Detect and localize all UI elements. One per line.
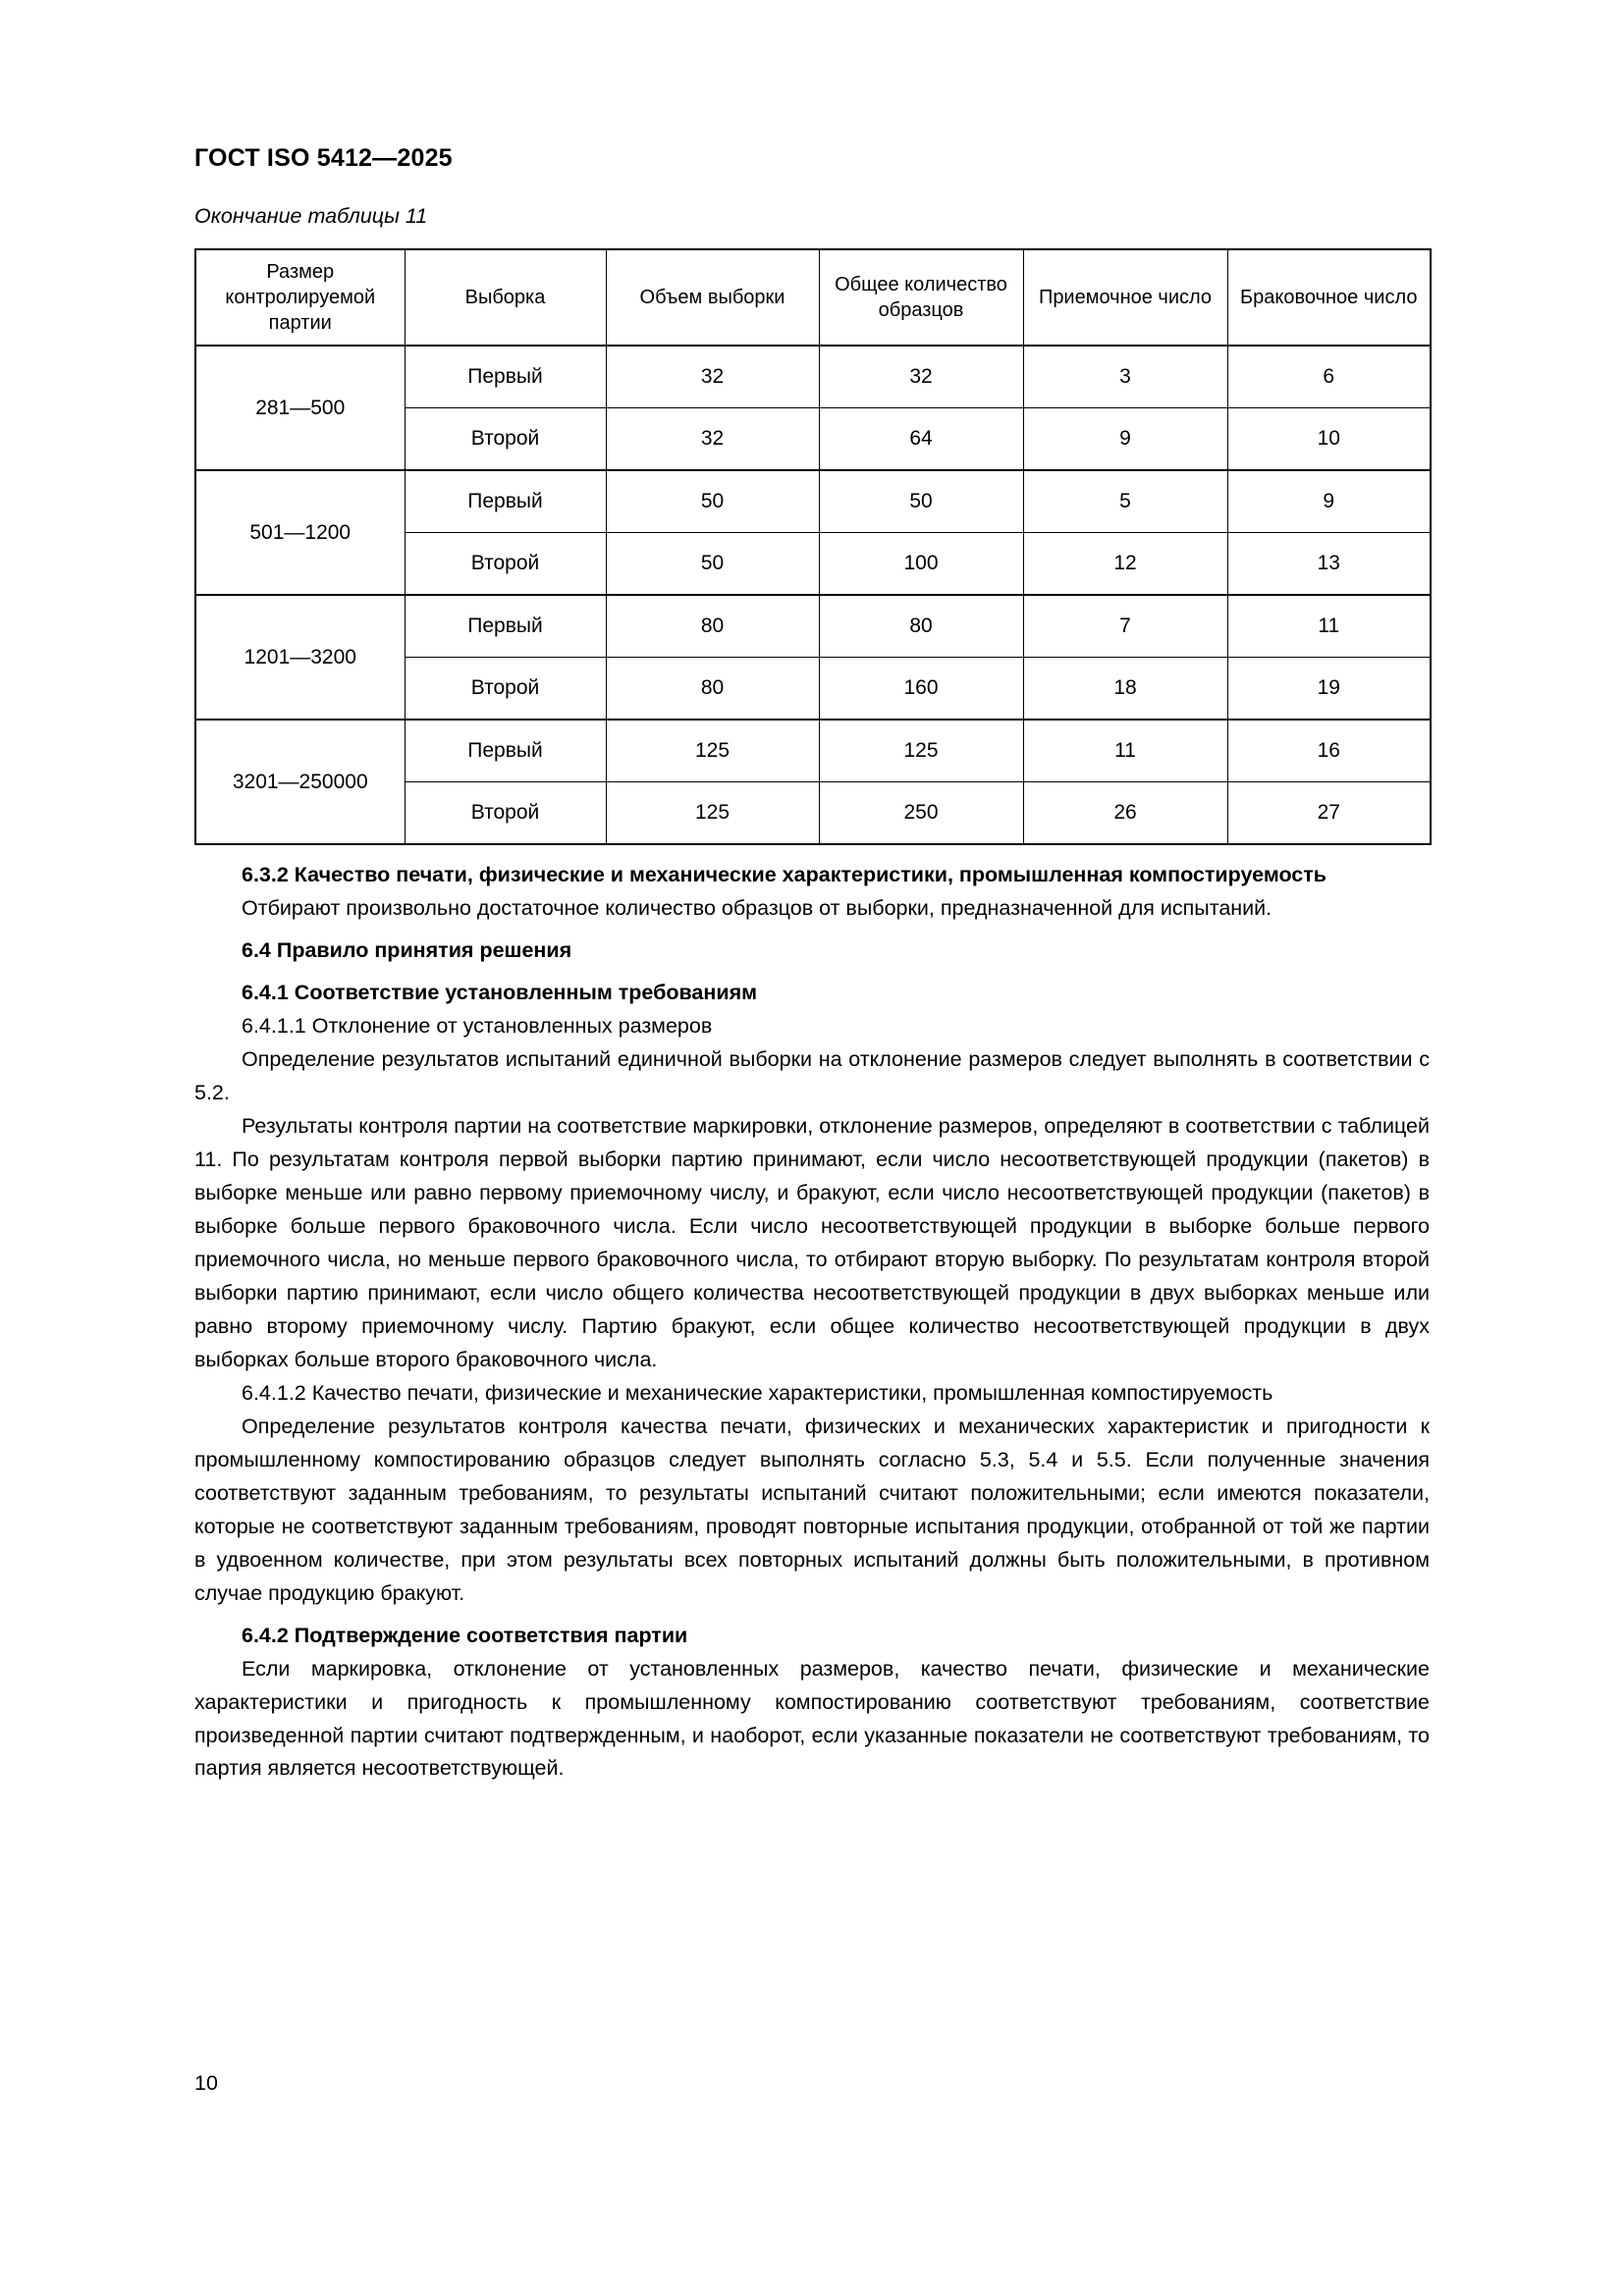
cell-sample: Второй (405, 658, 606, 721)
cell-sample: Второй (405, 782, 606, 845)
cell-sample: Первый (405, 595, 606, 658)
table-row (195, 470, 1431, 533)
cell-reject-number: 27 (1227, 782, 1431, 845)
cell-accept-number: 3 (1023, 346, 1227, 408)
table-row (195, 720, 1431, 782)
heading-6-4-1-1: 6.4.1.1 Отклонение от установленных размеров (242, 1014, 713, 1039)
cell-sample-volume: 80 (606, 658, 819, 721)
cell-total-samples: 80 (819, 595, 1023, 658)
column-header-sample-volume: Объем выборки (606, 249, 819, 346)
cell-sample-volume: 50 (606, 533, 819, 596)
cell-total-samples: 160 (819, 658, 1023, 721)
cell-sample-volume: 125 (606, 782, 819, 845)
table-caption: Окончание таблицы 11 (194, 203, 428, 228)
column-header-lot-size: Размер контролируемой партии (195, 249, 405, 346)
table-body (195, 346, 1431, 844)
paragraph-6-3-2: Отбирают произвольно достаточное количество образцов от выборки, предназначенной для испытаний. (242, 896, 1272, 921)
cell-total-samples: 50 (819, 470, 1023, 533)
cell-sample: Первый (405, 346, 606, 408)
cell-lot-size: 281—500 (195, 346, 405, 470)
cell-reject-number: 10 (1227, 408, 1431, 471)
cell-accept-number: 7 (1023, 595, 1227, 658)
cell-total-samples: 100 (819, 533, 1023, 596)
cell-sample-volume: 32 (606, 346, 819, 408)
cell-total-samples: 250 (819, 782, 1023, 845)
cell-total-samples: 64 (819, 408, 1023, 471)
paragraph-6-4-1-1-a: Определение результатов испытаний единичной выборки на отклонение размеров следует выполнять в соответствии с 5.2. (194, 1047, 1430, 1105)
cell-reject-number: 19 (1227, 658, 1431, 721)
paragraph-6-4-1-1-b: Результаты контроля партии на соответствие маркировки, отклонение размеров, определяют в соответствии с таблицей 11. По результатам контроля первой выборки партию принимают, если число несоответствующей продукции (пакетов) в выборке меньше или равно первому приемочному числу, и бракуют, если число несоответствующей продукции (пакетов) в выборке больше первого браковочного числа. Если число несоответствующей продукции в выборке больше первого приемочного числа, но меньше первого браковочного числа, то отбирают вторую выборку. По результатам контроля второй выборки партию принимают, если число общего количества несоответствующей продукции в двух выборках меньше или равно второму приемочному числу. Партию бракуют, если общее количество несоответствующей продукции в двух выборках больше второго браковочного числа. (194, 1114, 1430, 1371)
heading-6-4: 6.4 Правило принятия решения (242, 938, 572, 963)
table-header-row (195, 249, 1431, 346)
cell-sample-volume: 32 (606, 408, 819, 471)
cell-reject-number: 6 (1227, 346, 1431, 408)
cell-accept-number: 12 (1023, 533, 1227, 596)
sampling-table (194, 248, 1432, 845)
paragraph-6-4-2: Если маркировка, отклонение от установленных размеров, качество печати, физические и механические характеристики и пригодность к промышленному компостированию соответствуют требованиям, соответствие произведенной партии считают подтвержденным, и наоборот, если указанные показатели не соответствуют требованиям, то партия является несоответствующей. (194, 1656, 1430, 1781)
cell-accept-number: 11 (1023, 720, 1227, 782)
cell-total-samples: 32 (819, 346, 1023, 408)
paragraph-6-4-1-2: Определение результатов контроля качества печати, физических и механических характеристик и пригодности к промышленному компостированию образцов следует выполнять согласно 5.3, 5.4 и 5.5. Если полученные значения соответствуют заданным требованиям, то результаты испытаний считают положительными; если имеются показатели, которые не соответствуют заданным требованиям, проводят повторные испытания продукции, отобранной от той же партии в удвоенном количестве, при этом результаты всех повторных испытаний должны быть положительными, в противном случае продукцию бракуют. (194, 1414, 1430, 1605)
cell-accept-number: 18 (1023, 658, 1227, 721)
document-header: ГОСТ ISO 5412—2025 (194, 144, 453, 172)
cell-accept-number: 9 (1023, 408, 1227, 471)
column-header-reject-number: Браковочное число (1227, 249, 1431, 346)
column-header-sample: Выборка (405, 249, 606, 346)
heading-6-4-1: 6.4.1 Соответствие установленным требованиям (242, 981, 758, 1005)
cell-lot-size: 3201—250000 (195, 720, 405, 844)
heading-6-4-1-2: 6.4.1.2 Качество печати, физические и механические характеристики, промышленная компостируемость (242, 1380, 1273, 1405)
heading-6-3-2: 6.3.2 Качество печати, физические и механические характеристики, промышленная компостируемость (242, 863, 1326, 887)
cell-total-samples: 125 (819, 720, 1023, 782)
column-header-accept-number: Приемочное число (1023, 249, 1227, 346)
cell-sample-volume: 80 (606, 595, 819, 658)
table-row (195, 346, 1431, 408)
cell-sample: Первый (405, 470, 606, 533)
page-number: 10 (194, 2071, 218, 2095)
cell-reject-number: 16 (1227, 720, 1431, 782)
cell-sample: Второй (405, 408, 606, 471)
cell-reject-number: 11 (1227, 595, 1431, 658)
cell-reject-number: 9 (1227, 470, 1431, 533)
cell-accept-number: 5 (1023, 470, 1227, 533)
cell-reject-number: 13 (1227, 533, 1431, 596)
cell-sample-volume: 125 (606, 720, 819, 782)
table-header (195, 249, 1431, 346)
column-header-total-samples: Общее количество образцов (819, 249, 1023, 346)
cell-lot-size: 1201—3200 (195, 595, 405, 720)
heading-6-4-2: 6.4.2 Подтверждение соответствия партии (242, 1623, 688, 1647)
page-content (194, 0, 1430, 1786)
table-row (195, 595, 1431, 658)
cell-sample-volume: 50 (606, 470, 819, 533)
cell-sample: Первый (405, 720, 606, 782)
cell-sample: Второй (405, 533, 606, 596)
cell-accept-number: 26 (1023, 782, 1227, 845)
cell-lot-size: 501—1200 (195, 470, 405, 595)
